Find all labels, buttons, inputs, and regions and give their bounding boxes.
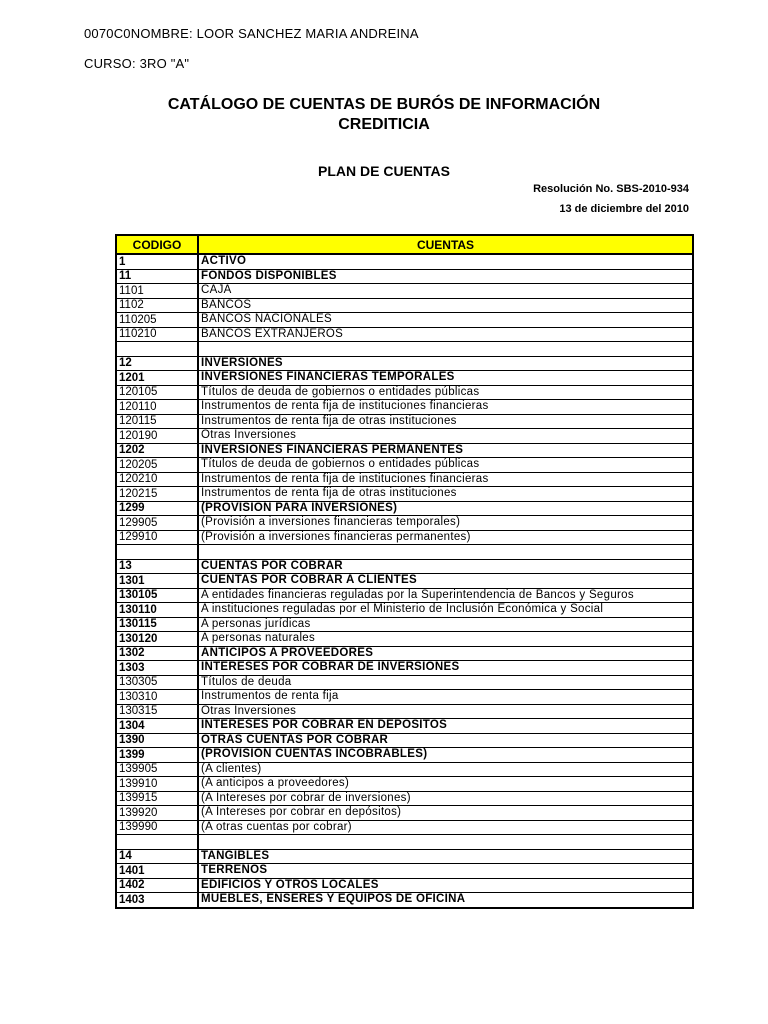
- account-name: A personas naturales: [198, 632, 693, 647]
- table-row: [116, 646, 693, 661]
- account-name: OTRAS CUENTAS POR COBRAR: [198, 733, 693, 748]
- table-row: [116, 849, 693, 864]
- table-row: [116, 878, 693, 893]
- account-code: 130115: [116, 617, 198, 632]
- account-code: 1102: [116, 298, 198, 313]
- account-code: 1: [116, 254, 198, 269]
- account-name: INTERESES POR COBRAR DE INVERSIONES: [198, 661, 693, 676]
- table-row: [116, 254, 693, 269]
- student-name: 0070C0NOMBRE: LOOR SANCHEZ MARIA ANDREINA: [84, 26, 419, 41]
- account-code: 139905: [116, 762, 198, 777]
- table-row: [116, 371, 693, 386]
- table-row: [116, 458, 693, 473]
- account-name: Instrumentos de renta fija de instituciones financieras: [198, 400, 693, 415]
- account-name: MUEBLES, ENSERES Y EQUIPOS DE OFICINA: [198, 893, 693, 908]
- table-row: [116, 443, 693, 458]
- column-header-code: CODIGO: [116, 235, 198, 254]
- table-row: [116, 690, 693, 705]
- account-code: 12: [116, 356, 198, 371]
- account-code: 120110: [116, 400, 198, 415]
- account-code: 139920: [116, 806, 198, 821]
- table-row: [116, 733, 693, 748]
- table-row: [116, 501, 693, 516]
- account-code: 139915: [116, 791, 198, 806]
- account-name: INVERSIONES FINANCIERAS TEMPORALES: [198, 371, 693, 386]
- account-name: Títulos de deuda de gobiernos o entidades públicas: [198, 385, 693, 400]
- table-row: [116, 269, 693, 284]
- table-row: [116, 820, 693, 835]
- account-name: Otras Inversiones: [198, 429, 693, 444]
- account-name: A personas jurídicas: [198, 617, 693, 632]
- table-row: [116, 559, 693, 574]
- account-name: (Provisión a inversiones financieras temporales): [198, 516, 693, 531]
- account-code: 1299: [116, 501, 198, 516]
- table-row: [116, 414, 693, 429]
- table-row: [116, 762, 693, 777]
- table-row: [116, 356, 693, 371]
- account-code: 139990: [116, 820, 198, 835]
- account-code: 129910: [116, 530, 198, 545]
- account-name: [198, 342, 693, 357]
- account-name: A instituciones reguladas por el Ministerio de Inclusión Económica y Social: [198, 603, 693, 618]
- account-name: TANGIBLES: [198, 849, 693, 864]
- account-code: 1399: [116, 748, 198, 763]
- account-name: [198, 835, 693, 850]
- resolution-number: Resolución No. SBS-2010-934: [533, 183, 689, 195]
- resolution-date: 13 de diciembre del 2010: [559, 203, 689, 215]
- table-row: [116, 675, 693, 690]
- account-name: ANTICIPOS A PROVEEDORES: [198, 646, 693, 661]
- account-code: 120190: [116, 429, 198, 444]
- table-header-row: [116, 235, 693, 254]
- account-name: Títulos de deuda: [198, 675, 693, 690]
- account-code: 11: [116, 269, 198, 284]
- account-name: (A anticipos a proveedores): [198, 777, 693, 792]
- account-code: 130105: [116, 588, 198, 603]
- account-name: BANCOS: [198, 298, 693, 313]
- account-name: CAJA: [198, 284, 693, 299]
- account-code: 120205: [116, 458, 198, 473]
- table-row: [116, 284, 693, 299]
- account-code: 120215: [116, 487, 198, 502]
- account-name: (Provisión a inversiones financieras permanentes): [198, 530, 693, 545]
- account-name: INTERESES POR COBRAR EN DEPOSITOS: [198, 719, 693, 734]
- account-code: 130315: [116, 704, 198, 719]
- table-row: [116, 864, 693, 879]
- table-row: [116, 704, 693, 719]
- account-code: 1304: [116, 719, 198, 734]
- account-name: EDIFICIOS Y OTROS LOCALES: [198, 878, 693, 893]
- account-name: (A Intereses por cobrar en depósitos): [198, 806, 693, 821]
- account-code: 130305: [116, 675, 198, 690]
- account-name: BANCOS EXTRANJEROS: [198, 327, 693, 342]
- account-code: 1402: [116, 878, 198, 893]
- account-name: TERRENOS: [198, 864, 693, 879]
- account-code: 110205: [116, 313, 198, 328]
- account-code: 139910: [116, 777, 198, 792]
- account-name: INVERSIONES FINANCIERAS PERMANENTES: [198, 443, 693, 458]
- table-row: [116, 400, 693, 415]
- table-row: [116, 617, 693, 632]
- account-code: 120210: [116, 472, 198, 487]
- account-name: (PROVISIÓN PARA INVERSIONES): [198, 501, 693, 516]
- account-code: 1401: [116, 864, 198, 879]
- account-code: 1201: [116, 371, 198, 386]
- table-row: [116, 632, 693, 647]
- table-row: [116, 806, 693, 821]
- table-row: [116, 487, 693, 502]
- table-row: [116, 574, 693, 589]
- account-code: 130110: [116, 603, 198, 618]
- table-row: [116, 429, 693, 444]
- account-name: BANCOS NACIONALES: [198, 313, 693, 328]
- course-label: CURSO: 3RO "A": [84, 56, 190, 71]
- account-name: INVERSIONES: [198, 356, 693, 371]
- account-name: (PROVISIÓN CUENTAS INCOBRABLES): [198, 748, 693, 763]
- table-row: [116, 588, 693, 603]
- account-code: 1202: [116, 443, 198, 458]
- account-code: 14: [116, 849, 198, 864]
- account-code: [116, 342, 198, 357]
- account-code: 130310: [116, 690, 198, 705]
- account-name: Instrumentos de renta fija de instituciones financieras: [198, 472, 693, 487]
- table-row: [116, 748, 693, 763]
- account-name: Otras Inversiones: [198, 704, 693, 719]
- table-row: [116, 893, 693, 908]
- table-row: [116, 603, 693, 618]
- account-code: [116, 835, 198, 850]
- document-subtitle: PLAN DE CUENTAS: [318, 163, 450, 179]
- account-name: ACTIVO: [198, 254, 693, 269]
- table-row: [116, 516, 693, 531]
- table-row: [116, 777, 693, 792]
- table-row: [116, 385, 693, 400]
- column-header-accounts: CUENTAS: [198, 235, 693, 254]
- document-title-line-2: CREDITICIA: [338, 116, 430, 133]
- account-name: CUENTAS POR COBRAR: [198, 559, 693, 574]
- accounts-table: [115, 234, 694, 909]
- table-row: [116, 472, 693, 487]
- accounts-table-body: [116, 254, 693, 908]
- account-code: 13: [116, 559, 198, 574]
- account-code: 1101: [116, 284, 198, 299]
- document-title-line-1: CATÁLOGO DE CUENTAS DE BURÓS DE INFORMACIÓN: [167, 96, 601, 113]
- table-row: [116, 530, 693, 545]
- table-row: [116, 298, 693, 313]
- account-name: Instrumentos de renta fija de otras instituciones: [198, 414, 693, 429]
- account-name: (A clientes): [198, 762, 693, 777]
- table-row: [116, 313, 693, 328]
- table-row: [116, 327, 693, 342]
- account-code: 120115: [116, 414, 198, 429]
- account-code: 130120: [116, 632, 198, 647]
- account-name: Títulos de deuda de gobiernos o entidades públicas: [198, 458, 693, 473]
- table-row: [116, 661, 693, 676]
- account-name: [198, 545, 693, 560]
- account-code: 1301: [116, 574, 198, 589]
- account-code: 1303: [116, 661, 198, 676]
- account-code: [116, 545, 198, 560]
- account-code: 110210: [116, 327, 198, 342]
- account-code: 129905: [116, 516, 198, 531]
- account-name: FONDOS DISPONIBLES: [198, 269, 693, 284]
- account-code: 1390: [116, 733, 198, 748]
- table-row: [116, 791, 693, 806]
- account-name: (A Intereses por cobrar de inversiones): [198, 791, 693, 806]
- account-name: Instrumentos de renta fija de otras instituciones: [198, 487, 693, 502]
- account-code: 120105: [116, 385, 198, 400]
- account-name: CUENTAS POR COBRAR A CLIENTES: [198, 574, 693, 589]
- account-code: 1302: [116, 646, 198, 661]
- table-spacer-row: [116, 835, 693, 850]
- table-spacer-row: [116, 342, 693, 357]
- table-row: [116, 719, 693, 734]
- account-name: A entidades financieras reguladas por la Superintendencia de Bancos y Seguros: [198, 588, 693, 603]
- table-spacer-row: [116, 545, 693, 560]
- account-name: (A otras cuentas por cobrar): [198, 820, 693, 835]
- account-code: 1403: [116, 893, 198, 908]
- account-name: Instrumentos de renta fija: [198, 690, 693, 705]
